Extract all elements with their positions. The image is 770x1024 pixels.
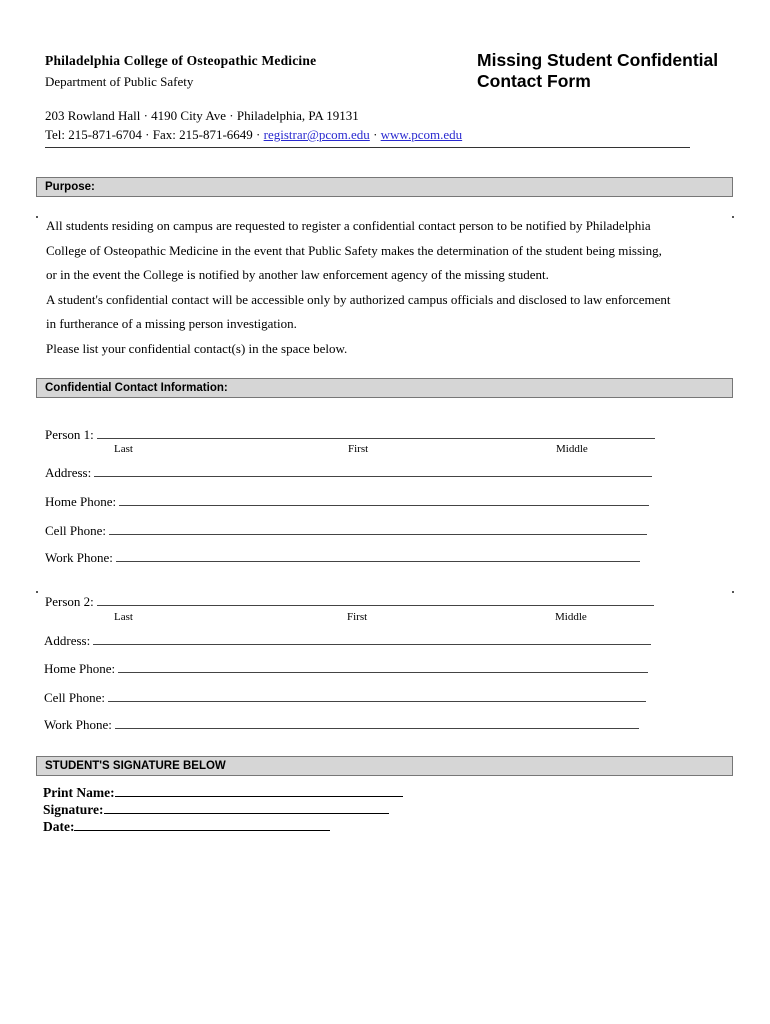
person2-name-field[interactable] [45,594,654,610]
header-divider [45,147,690,148]
person2-address-field[interactable] [44,633,651,649]
purpose-line: or in the event the College is notified by another law enforcement agency of the missing student. [46,267,549,283]
form-title: Missing Student Confidential Contact Form [477,50,719,91]
person1-first-caption: First [348,443,369,455]
person2-cell-phone-line[interactable] [108,690,646,702]
person2-work-phone-field[interactable] [44,717,639,733]
link-separator: · [369,127,381,142]
person1-home-phone-label: Home Phone: [45,494,117,509]
signature-label: Signature: [43,802,104,817]
purpose-text [46,214,736,362]
person1-home-phone-line[interactable] [119,494,649,506]
contact-line [45,127,462,143]
person1-home-phone-field[interactable] [45,494,649,510]
street-address: 203 Rowland Hall · 4190 City Ave · Philadelphia, PA 19131 [45,108,359,123]
purpose-line: A student's confidential contact will be accessible only by authorized campus officials and disclosed to law enforcement [46,291,671,307]
person2-work-phone-line[interactable] [115,717,639,729]
purpose-line: in furtherance of a missing person investigation. [46,316,297,332]
signature-field[interactable] [43,801,403,818]
margin-tick [732,591,734,593]
date-line[interactable] [74,818,330,831]
print-name-label: Print Name: [43,785,115,800]
department-name: Department of Public Safety [45,74,194,89]
person1-work-phone-label: Work Phone: [45,550,113,565]
person1-work-phone-field[interactable] [45,550,640,566]
person2-first-caption: First [347,611,368,623]
date-label: Date: [43,819,75,834]
person2-address-label: Address: [44,633,91,648]
margin-tick [36,591,38,593]
email-link[interactable]: registrar@pcom.edu [263,127,370,142]
person2-cell-phone-field[interactable] [44,690,646,706]
person1-label: Person 1: [45,427,94,442]
person2-home-phone-line[interactable] [118,661,648,673]
purpose-line: All students residing on campus are requested to register a confidential contact person to be notified by Philadelphia [46,218,651,233]
print-name-field[interactable] [43,784,403,801]
signature-block [43,784,403,835]
person2-home-phone-field[interactable] [44,661,648,677]
person1-last-caption: Last [114,443,133,455]
purpose-heading: Purpose: [36,177,733,197]
person1-cell-phone-field[interactable] [45,523,647,539]
person1-work-phone-line[interactable] [116,550,640,562]
person1-address-label: Address: [45,465,92,480]
person2-work-phone-label: Work Phone: [44,717,112,732]
signature-line[interactable] [104,801,389,814]
tel-fax: Tel: 215-871-6704 · Fax: 215-871-6649 · [45,127,264,142]
organization-name: Philadelphia College of Osteopathic Medicine [45,53,317,68]
person2-last-caption: Last [114,611,133,623]
margin-tick [36,216,38,218]
person2-home-phone-label: Home Phone: [44,661,116,676]
person2-label: Person 2: [45,594,94,609]
purpose-line: College of Osteopathic Medicine in the event that Public Safety makes the determination of the student being missing, [46,242,662,258]
person2-cell-phone-label: Cell Phone: [44,690,106,705]
person1-name-line[interactable] [97,427,655,439]
person1-name-field[interactable] [45,427,655,443]
person2-middle-caption: Middle [555,611,587,623]
person1-cell-phone-label: Cell Phone: [45,523,107,538]
signature-heading: STUDENT'S SIGNATURE BELOW [36,756,733,776]
person1-address-field[interactable] [45,465,652,481]
website-link[interactable]: www.pcom.edu [380,127,463,142]
person1-address-line[interactable] [94,465,652,477]
person2-address-line[interactable] [93,633,651,645]
date-field[interactable] [43,818,403,835]
person2-name-line[interactable] [97,594,654,606]
person1-cell-phone-line[interactable] [109,523,647,535]
person1-middle-caption: Middle [556,443,588,455]
print-name-line[interactable] [115,784,403,797]
purpose-line: Please list your confidential contact(s) in the space below. [46,340,348,356]
contact-info-heading: Confidential Contact Information: [36,378,733,398]
